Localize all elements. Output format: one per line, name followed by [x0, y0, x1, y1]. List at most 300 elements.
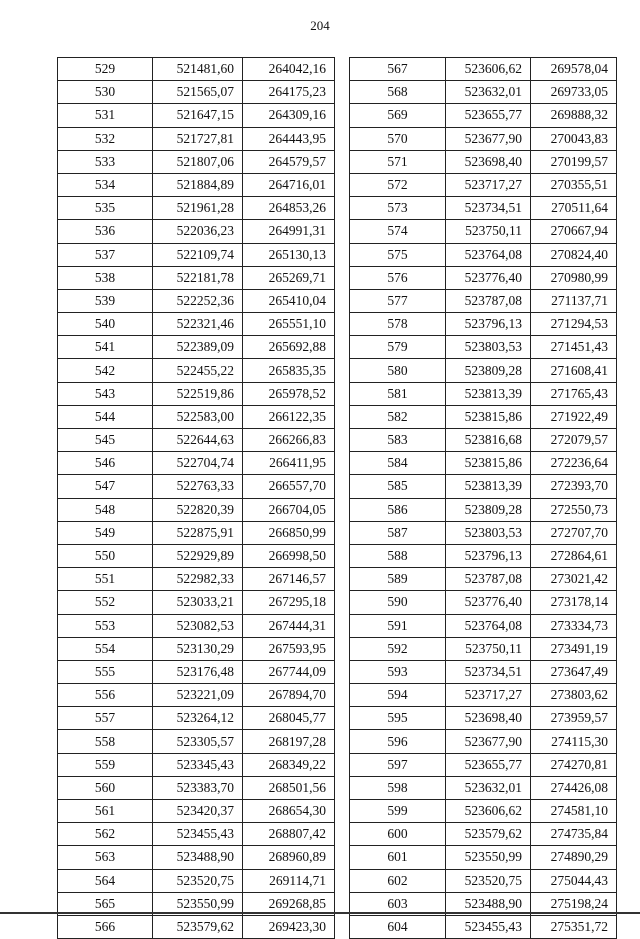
y-coordinate-cell: 269114,71	[243, 869, 335, 892]
x-coordinate-cell: 523734,51	[446, 660, 531, 683]
point-number-cell: 568	[350, 81, 446, 104]
y-coordinate-cell: 270355,51	[531, 173, 617, 196]
y-coordinate-cell: 271608,41	[531, 359, 617, 382]
x-coordinate-cell: 523750,11	[446, 637, 531, 660]
table-row	[350, 915, 617, 938]
table-row	[58, 58, 335, 81]
point-number-cell: 594	[350, 684, 446, 707]
table-row	[58, 336, 335, 359]
x-coordinate-cell: 523264,12	[153, 707, 243, 730]
table-row	[350, 707, 617, 730]
table-row	[58, 846, 335, 869]
table-row	[350, 429, 617, 452]
point-number-cell: 596	[350, 730, 446, 753]
point-number-cell: 562	[58, 823, 153, 846]
table-row	[58, 753, 335, 776]
page-number: 204	[310, 18, 330, 33]
point-number-cell: 603	[350, 892, 446, 915]
point-number-cell: 579	[350, 336, 446, 359]
y-coordinate-cell: 270511,64	[531, 197, 617, 220]
y-coordinate-cell: 274735,84	[531, 823, 617, 846]
y-coordinate-cell: 267295,18	[243, 591, 335, 614]
y-coordinate-cell: 274426,08	[531, 776, 617, 799]
table-row	[350, 173, 617, 196]
point-number-cell: 549	[58, 521, 153, 544]
point-number-cell: 573	[350, 197, 446, 220]
table-row	[350, 452, 617, 475]
table-row	[350, 637, 617, 660]
point-number-cell: 560	[58, 776, 153, 799]
point-number-cell: 589	[350, 568, 446, 591]
point-number-cell: 550	[58, 544, 153, 567]
x-coordinate-cell: 523815,86	[446, 405, 531, 428]
x-coordinate-cell: 521961,28	[153, 197, 243, 220]
table-row	[350, 730, 617, 753]
table-row	[58, 800, 335, 823]
x-coordinate-cell: 523655,77	[446, 753, 531, 776]
y-coordinate-cell: 264042,16	[243, 58, 335, 81]
point-number-cell: 569	[350, 104, 446, 127]
y-coordinate-cell: 269733,05	[531, 81, 617, 104]
x-coordinate-cell: 523776,40	[446, 266, 531, 289]
point-number-cell: 540	[58, 313, 153, 336]
point-number-cell: 553	[58, 614, 153, 637]
table-row	[58, 359, 335, 382]
table-row	[58, 150, 335, 173]
y-coordinate-cell: 268349,22	[243, 753, 335, 776]
y-coordinate-cell: 264853,26	[243, 197, 335, 220]
x-coordinate-cell: 523796,13	[446, 313, 531, 336]
table-row	[58, 591, 335, 614]
x-coordinate-cell: 521565,07	[153, 81, 243, 104]
point-number-cell: 555	[58, 660, 153, 683]
y-coordinate-cell: 273647,49	[531, 660, 617, 683]
table-row	[58, 823, 335, 846]
x-coordinate-cell: 522644,63	[153, 429, 243, 452]
table-row	[350, 289, 617, 312]
point-number-cell: 565	[58, 892, 153, 915]
table-row	[58, 289, 335, 312]
x-coordinate-cell: 523383,70	[153, 776, 243, 799]
page-bottom-rule	[0, 912, 640, 914]
y-coordinate-cell: 269268,85	[243, 892, 335, 915]
y-coordinate-cell: 272236,64	[531, 452, 617, 475]
y-coordinate-cell: 267146,57	[243, 568, 335, 591]
table-row	[58, 707, 335, 730]
table-row	[58, 776, 335, 799]
x-coordinate-cell: 521807,06	[153, 150, 243, 173]
y-coordinate-cell: 273491,19	[531, 637, 617, 660]
point-number-cell: 546	[58, 452, 153, 475]
x-coordinate-cell: 523750,11	[446, 220, 531, 243]
x-coordinate-cell: 523488,90	[153, 846, 243, 869]
y-coordinate-cell: 270043,83	[531, 127, 617, 150]
x-coordinate-cell: 523734,51	[446, 197, 531, 220]
point-number-cell: 547	[58, 475, 153, 498]
y-coordinate-cell: 267444,31	[243, 614, 335, 637]
y-coordinate-cell: 270824,40	[531, 243, 617, 266]
y-coordinate-cell: 274115,30	[531, 730, 617, 753]
point-number-cell: 561	[58, 800, 153, 823]
x-coordinate-cell: 523776,40	[446, 591, 531, 614]
y-coordinate-cell: 273021,42	[531, 568, 617, 591]
table-row	[58, 127, 335, 150]
x-coordinate-cell: 523816,68	[446, 429, 531, 452]
x-coordinate-cell: 523033,21	[153, 591, 243, 614]
x-coordinate-cell: 523809,28	[446, 498, 531, 521]
point-number-cell: 534	[58, 173, 153, 196]
x-coordinate-cell: 523520,75	[446, 869, 531, 892]
x-coordinate-cell: 523305,57	[153, 730, 243, 753]
x-coordinate-cell: 523488,90	[446, 892, 531, 915]
x-coordinate-cell: 522820,39	[153, 498, 243, 521]
x-coordinate-cell: 522389,09	[153, 336, 243, 359]
x-coordinate-cell: 523787,08	[446, 289, 531, 312]
point-number-cell: 574	[350, 220, 446, 243]
y-coordinate-cell: 268501,56	[243, 776, 335, 799]
table-row	[58, 81, 335, 104]
x-coordinate-cell: 523698,40	[446, 707, 531, 730]
x-coordinate-cell: 523345,43	[153, 753, 243, 776]
point-number-cell: 571	[350, 150, 446, 173]
x-coordinate-cell: 523606,62	[446, 800, 531, 823]
x-coordinate-cell: 522583,00	[153, 405, 243, 428]
y-coordinate-cell: 269888,32	[531, 104, 617, 127]
table-row	[58, 173, 335, 196]
table-row	[58, 220, 335, 243]
x-coordinate-cell: 523550,99	[446, 846, 531, 869]
y-coordinate-cell: 272550,73	[531, 498, 617, 521]
x-coordinate-cell: 523677,90	[446, 730, 531, 753]
y-coordinate-cell: 272864,61	[531, 544, 617, 567]
table-row	[350, 753, 617, 776]
x-coordinate-cell: 523803,53	[446, 336, 531, 359]
x-coordinate-cell: 523698,40	[446, 150, 531, 173]
point-number-cell: 585	[350, 475, 446, 498]
table-row	[350, 104, 617, 127]
table-row	[58, 243, 335, 266]
x-coordinate-cell: 523455,43	[446, 915, 531, 938]
x-coordinate-cell: 523796,13	[446, 544, 531, 567]
y-coordinate-cell: 264443,95	[243, 127, 335, 150]
y-coordinate-cell: 272393,70	[531, 475, 617, 498]
x-coordinate-cell: 523809,28	[446, 359, 531, 382]
point-number-cell: 600	[350, 823, 446, 846]
y-coordinate-cell: 274270,81	[531, 753, 617, 776]
y-coordinate-cell: 266411,95	[243, 452, 335, 475]
point-number-cell: 556	[58, 684, 153, 707]
x-coordinate-cell: 523176,48	[153, 660, 243, 683]
point-number-cell: 601	[350, 846, 446, 869]
y-coordinate-cell: 264175,23	[243, 81, 335, 104]
point-number-cell: 545	[58, 429, 153, 452]
point-number-cell: 590	[350, 591, 446, 614]
y-coordinate-cell: 275351,72	[531, 915, 617, 938]
point-number-cell: 554	[58, 637, 153, 660]
y-coordinate-cell: 275044,43	[531, 869, 617, 892]
y-coordinate-cell: 270199,57	[531, 150, 617, 173]
table-row	[58, 405, 335, 428]
y-coordinate-cell: 272079,57	[531, 429, 617, 452]
y-coordinate-cell: 265692,88	[243, 336, 335, 359]
x-coordinate-cell: 522455,22	[153, 359, 243, 382]
table-row	[58, 452, 335, 475]
y-coordinate-cell: 271294,53	[531, 313, 617, 336]
y-coordinate-cell: 272707,70	[531, 521, 617, 544]
coordinates-table-left	[57, 57, 335, 939]
point-number-cell: 595	[350, 707, 446, 730]
x-coordinate-cell: 522982,33	[153, 568, 243, 591]
table-row	[350, 660, 617, 683]
point-number-cell: 533	[58, 150, 153, 173]
table-row	[350, 544, 617, 567]
x-coordinate-cell: 521647,15	[153, 104, 243, 127]
x-coordinate-cell: 523520,75	[153, 869, 243, 892]
y-coordinate-cell: 270980,99	[531, 266, 617, 289]
point-number-cell: 559	[58, 753, 153, 776]
x-coordinate-cell: 522252,36	[153, 289, 243, 312]
table-row	[58, 869, 335, 892]
table-row	[350, 869, 617, 892]
table-row	[350, 684, 617, 707]
x-coordinate-cell: 522704,74	[153, 452, 243, 475]
point-number-cell: 544	[58, 405, 153, 428]
y-coordinate-cell: 273178,14	[531, 591, 617, 614]
table-row	[350, 127, 617, 150]
y-coordinate-cell: 268197,28	[243, 730, 335, 753]
y-coordinate-cell: 265410,04	[243, 289, 335, 312]
y-coordinate-cell: 269423,30	[243, 915, 335, 938]
point-number-cell: 593	[350, 660, 446, 683]
x-coordinate-cell: 523606,62	[446, 58, 531, 81]
point-number-cell: 538	[58, 266, 153, 289]
point-number-cell: 604	[350, 915, 446, 938]
table-row	[58, 429, 335, 452]
point-number-cell: 567	[350, 58, 446, 81]
x-coordinate-cell: 522109,74	[153, 243, 243, 266]
y-coordinate-cell: 274890,29	[531, 846, 617, 869]
y-coordinate-cell: 273803,62	[531, 684, 617, 707]
y-coordinate-cell: 264579,57	[243, 150, 335, 173]
table-row	[58, 915, 335, 938]
y-coordinate-cell: 274581,10	[531, 800, 617, 823]
table-row	[58, 313, 335, 336]
x-coordinate-cell: 523420,37	[153, 800, 243, 823]
point-number-cell: 548	[58, 498, 153, 521]
table-row	[350, 313, 617, 336]
y-coordinate-cell: 269578,04	[531, 58, 617, 81]
y-coordinate-cell: 267744,09	[243, 660, 335, 683]
x-coordinate-cell: 523717,27	[446, 173, 531, 196]
point-number-cell: 531	[58, 104, 153, 127]
point-number-cell: 588	[350, 544, 446, 567]
x-coordinate-cell: 523130,29	[153, 637, 243, 660]
x-coordinate-cell: 523764,08	[446, 243, 531, 266]
x-coordinate-cell: 522181,78	[153, 266, 243, 289]
table-row	[350, 266, 617, 289]
x-coordinate-cell: 523655,77	[446, 104, 531, 127]
table-row	[58, 684, 335, 707]
y-coordinate-cell: 264991,31	[243, 220, 335, 243]
x-coordinate-cell: 521884,89	[153, 173, 243, 196]
table-row	[350, 614, 617, 637]
table-row	[350, 81, 617, 104]
table-row	[58, 498, 335, 521]
point-number-cell: 566	[58, 915, 153, 938]
table-row	[350, 243, 617, 266]
point-number-cell: 530	[58, 81, 153, 104]
point-number-cell: 529	[58, 58, 153, 81]
point-number-cell: 536	[58, 220, 153, 243]
point-number-cell: 586	[350, 498, 446, 521]
x-coordinate-cell: 521481,60	[153, 58, 243, 81]
table-row	[58, 475, 335, 498]
x-coordinate-cell: 522763,33	[153, 475, 243, 498]
point-number-cell: 551	[58, 568, 153, 591]
y-coordinate-cell: 271922,49	[531, 405, 617, 428]
y-coordinate-cell: 273959,57	[531, 707, 617, 730]
point-number-cell: 535	[58, 197, 153, 220]
y-coordinate-cell: 270667,94	[531, 220, 617, 243]
point-number-cell: 570	[350, 127, 446, 150]
point-number-cell: 543	[58, 382, 153, 405]
point-number-cell: 602	[350, 869, 446, 892]
point-number-cell: 597	[350, 753, 446, 776]
y-coordinate-cell: 266850,99	[243, 521, 335, 544]
y-coordinate-cell: 264716,01	[243, 173, 335, 196]
table-row	[58, 568, 335, 591]
y-coordinate-cell: 273334,73	[531, 614, 617, 637]
point-number-cell: 537	[58, 243, 153, 266]
point-number-cell: 587	[350, 521, 446, 544]
x-coordinate-cell: 523550,99	[153, 892, 243, 915]
y-coordinate-cell: 265978,52	[243, 382, 335, 405]
table-row	[58, 637, 335, 660]
point-number-cell: 576	[350, 266, 446, 289]
x-coordinate-cell: 522875,91	[153, 521, 243, 544]
table-row	[350, 405, 617, 428]
point-number-cell: 580	[350, 359, 446, 382]
point-number-cell: 563	[58, 846, 153, 869]
x-coordinate-cell: 523677,90	[446, 127, 531, 150]
table-row	[350, 591, 617, 614]
x-coordinate-cell: 523632,01	[446, 81, 531, 104]
x-coordinate-cell: 522519,86	[153, 382, 243, 405]
point-number-cell: 532	[58, 127, 153, 150]
point-number-cell: 564	[58, 869, 153, 892]
x-coordinate-cell: 522929,89	[153, 544, 243, 567]
y-coordinate-cell: 268960,89	[243, 846, 335, 869]
point-number-cell: 572	[350, 173, 446, 196]
y-coordinate-cell: 275198,24	[531, 892, 617, 915]
point-number-cell: 592	[350, 637, 446, 660]
table-row	[58, 382, 335, 405]
table-row	[58, 266, 335, 289]
point-number-cell: 542	[58, 359, 153, 382]
table-row	[350, 846, 617, 869]
y-coordinate-cell: 271137,71	[531, 289, 617, 312]
y-coordinate-cell: 264309,16	[243, 104, 335, 127]
table-row	[350, 800, 617, 823]
point-number-cell: 558	[58, 730, 153, 753]
x-coordinate-cell: 523082,53	[153, 614, 243, 637]
table-row	[350, 58, 617, 81]
point-number-cell: 557	[58, 707, 153, 730]
x-coordinate-cell: 523221,09	[153, 684, 243, 707]
table-row	[350, 475, 617, 498]
table-row	[58, 730, 335, 753]
x-coordinate-cell: 523455,43	[153, 823, 243, 846]
table-row	[350, 150, 617, 173]
point-number-cell: 598	[350, 776, 446, 799]
table-row	[350, 382, 617, 405]
y-coordinate-cell: 265835,35	[243, 359, 335, 382]
coordinates-table-right	[349, 57, 617, 939]
point-number-cell: 599	[350, 800, 446, 823]
y-coordinate-cell: 268045,77	[243, 707, 335, 730]
x-coordinate-cell: 523803,53	[446, 521, 531, 544]
y-coordinate-cell: 266557,70	[243, 475, 335, 498]
point-number-cell: 584	[350, 452, 446, 475]
table-row	[350, 776, 617, 799]
x-coordinate-cell: 522321,46	[153, 313, 243, 336]
x-coordinate-cell: 523717,27	[446, 684, 531, 707]
y-coordinate-cell: 265130,13	[243, 243, 335, 266]
x-coordinate-cell: 523813,39	[446, 475, 531, 498]
y-coordinate-cell: 265269,71	[243, 266, 335, 289]
point-number-cell: 591	[350, 614, 446, 637]
point-number-cell: 539	[58, 289, 153, 312]
point-number-cell: 575	[350, 243, 446, 266]
y-coordinate-cell: 267593,95	[243, 637, 335, 660]
x-coordinate-cell: 523579,62	[446, 823, 531, 846]
y-coordinate-cell: 266998,50	[243, 544, 335, 567]
point-number-cell: 578	[350, 313, 446, 336]
x-coordinate-cell: 523813,39	[446, 382, 531, 405]
table-row	[350, 359, 617, 382]
x-coordinate-cell: 523632,01	[446, 776, 531, 799]
table-row	[58, 197, 335, 220]
y-coordinate-cell: 265551,10	[243, 313, 335, 336]
table-row	[350, 521, 617, 544]
table-row	[58, 544, 335, 567]
table-row	[58, 521, 335, 544]
x-coordinate-cell: 523579,62	[153, 915, 243, 938]
point-number-cell: 582	[350, 405, 446, 428]
table-row	[350, 823, 617, 846]
table-row	[350, 197, 617, 220]
x-coordinate-cell: 523815,86	[446, 452, 531, 475]
point-number-cell: 577	[350, 289, 446, 312]
table-row	[350, 498, 617, 521]
y-coordinate-cell: 268807,42	[243, 823, 335, 846]
y-coordinate-cell: 271765,43	[531, 382, 617, 405]
point-number-cell: 541	[58, 336, 153, 359]
x-coordinate-cell: 523764,08	[446, 614, 531, 637]
table-row	[350, 336, 617, 359]
y-coordinate-cell: 266122,35	[243, 405, 335, 428]
table-row	[58, 104, 335, 127]
y-coordinate-cell: 266704,05	[243, 498, 335, 521]
x-coordinate-cell: 521727,81	[153, 127, 243, 150]
point-number-cell: 581	[350, 382, 446, 405]
y-coordinate-cell: 268654,30	[243, 800, 335, 823]
point-number-cell: 583	[350, 429, 446, 452]
x-coordinate-cell: 523787,08	[446, 568, 531, 591]
table-row	[58, 614, 335, 637]
x-coordinate-cell: 522036,23	[153, 220, 243, 243]
y-coordinate-cell: 267894,70	[243, 684, 335, 707]
